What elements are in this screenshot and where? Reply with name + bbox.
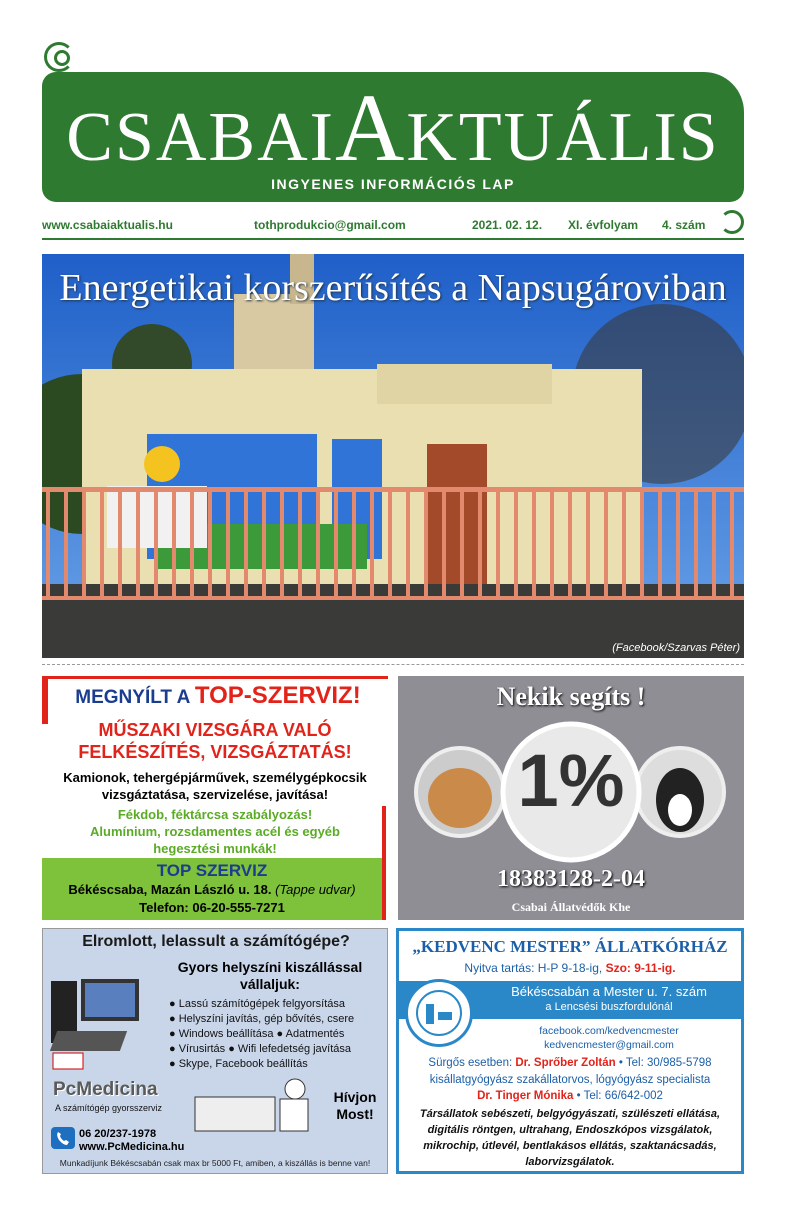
email-link[interactable]: tothprodukcio@gmail.com <box>254 218 406 232</box>
volume: XI. évfolyam <box>568 218 639 232</box>
percent-value: 1% <box>517 739 625 822</box>
fence-bar <box>478 487 482 599</box>
pc-bullet: ● Helyszíni javítás, gép bővítés, csere <box>169 1013 355 1025</box>
fence-bar <box>370 487 374 599</box>
tax-number: 18383128-2-04 <box>497 866 645 892</box>
fence-bar <box>316 487 320 599</box>
vet-services-3: mikrochip, útlevél, bentlakásos ellátás, szaktanácsadás, <box>423 1140 717 1152</box>
issue-number: 4. szám <box>662 218 706 232</box>
vet-title: „KEDVENC MESTER” ÁLLATKÓRHÁZ <box>412 937 728 956</box>
fence-bar <box>280 487 284 599</box>
dashed-divider <box>42 664 744 665</box>
fence-bar <box>712 487 716 599</box>
vet-doctor-2: Dr. Tinger Mónika <box>477 1090 574 1102</box>
fence-bar <box>622 487 626 599</box>
pc-web[interactable]: www.PcMedicina.hu <box>79 1141 185 1153</box>
ad-footer-box <box>42 858 382 920</box>
ad-line-1: MŰSZAKI VIZSGÁRA VALÓ <box>98 720 332 740</box>
fence-bar <box>388 487 392 599</box>
ad-opened-name: TOP-SZERVIZ! <box>194 682 361 709</box>
fence-bar <box>514 487 518 599</box>
fence-bar <box>604 487 608 599</box>
pc-heading: Elromlott, lelassult a számítógépe? <box>82 933 350 950</box>
masthead <box>42 72 744 202</box>
pc-brand: PcMedicina <box>53 1079 158 1100</box>
pc-bullet-list <box>169 997 389 1072</box>
fence-bar <box>244 487 248 599</box>
fence-bar <box>568 487 572 599</box>
fence-bar <box>586 487 590 599</box>
issue-date: 2021. 02. 12. <box>472 218 543 232</box>
ad-line-5: Fékdob, féktárcsa szabályozás! <box>117 807 313 822</box>
fence-bar <box>658 487 662 599</box>
masthead-swirl-inner-icon <box>54 50 70 66</box>
info-bar <box>42 216 744 236</box>
website-link[interactable]: www.csabaiaktualis.hu <box>42 218 173 232</box>
fence-bar <box>532 487 536 599</box>
ad-footer-phone: Telefon: 06-20-555-7271 <box>139 900 285 915</box>
top-szerviz-ad <box>42 676 388 920</box>
fence-bar <box>64 487 68 599</box>
vet-logo-icon <box>405 979 473 1047</box>
kindergarten-illustration <box>42 254 744 658</box>
fence-bar <box>496 487 500 599</box>
vet-services-4: laborvizsgálatok. <box>525 1156 615 1168</box>
fence-bar <box>406 487 410 599</box>
fence-bar <box>334 487 338 599</box>
pc-phone[interactable]: 06 20/237-1978 <box>79 1128 157 1140</box>
fence-bar <box>262 487 266 599</box>
ad-line-7: hegesztési munkák! <box>153 841 277 856</box>
org-name: Csabai Állatvédők Khe <box>511 900 631 914</box>
fence-bar <box>118 487 122 599</box>
doctor-computer-illustration <box>175 1077 325 1135</box>
red-side-bar <box>382 806 386 860</box>
fence-bar <box>100 487 104 599</box>
ad-pct-heading: Nekik segíts ! <box>496 682 646 711</box>
infobar-swirl-icon <box>720 210 744 234</box>
ad-footer-address: Békéscsaba, Mazán László u. 18. <box>68 882 272 897</box>
red-side-bar-bottom <box>382 858 386 920</box>
pc-bullet: ● Skype, Facebook beállítás <box>169 1058 308 1070</box>
cover-photo <box>42 254 744 658</box>
pc-call-1: Hívjon <box>333 1089 377 1105</box>
fence-bar <box>640 487 644 599</box>
pc-bullet-text: Lassú számítógépek felgyorsítása <box>178 998 346 1010</box>
fence-bar <box>694 487 698 599</box>
title-part-1: CSABAI <box>66 99 335 176</box>
pc-bullet: ● Vírusirtás ● Wifi lefedetség javítása <box>169 1043 352 1055</box>
fence-bar <box>676 487 680 599</box>
vet-doctor-1-role: kisállatgyógyász szakállatorvos, lógyógyász specialista <box>429 1074 711 1086</box>
fence-bar <box>730 487 734 599</box>
vet-hours: Nyitva tartás: H-P 9-18-ig, <box>464 961 606 975</box>
fence-bar <box>298 487 302 599</box>
pc-call-2: Most! <box>336 1106 374 1122</box>
fence-bar <box>460 487 464 599</box>
pc-sub-1: Gyors helyszíni kiszállással <box>177 959 363 975</box>
red-top-line <box>42 676 388 679</box>
fence-bar <box>190 487 194 599</box>
ad-line-3: Kamionok, tehergépjárművek, személygépkocsik <box>63 770 367 785</box>
ad-line-6: Alumínium, rozsdamentes acél és egyéb <box>90 824 340 839</box>
pcmedicina-ad <box>42 928 388 1174</box>
pc-bullet: ● Windows beállítása ● Adatmentés <box>169 1028 345 1040</box>
fence-bar <box>136 487 140 599</box>
photo-credit: (Facebook/Szarvas Péter) <box>612 642 740 654</box>
newspaper-title <box>42 74 744 188</box>
pc-sub-2: vállaljuk: <box>240 976 300 992</box>
vet-urgent-label: Sürgős esetben: <box>428 1057 516 1069</box>
fence-bar <box>172 487 176 599</box>
fence-bar <box>424 487 428 599</box>
pc-bullet-text: Windows beállítása ● Adatmentés <box>178 1028 345 1040</box>
ad-line-4: vizsgáztatása, szervizelése, javítása! <box>101 787 329 802</box>
vet-email[interactable]: kedvencmester@gmail.com <box>544 1039 674 1051</box>
pc-bullet-text: Vírusirtás ● Wifi lefedetség javítása <box>178 1043 352 1055</box>
kedvenc-mester-ad <box>396 928 744 1174</box>
vet-services-1: Társállatok sebészeti, belgyógyászati, szülészeti ellátása, <box>419 1108 721 1120</box>
title-part-2: KTUÁLIS <box>406 99 720 176</box>
vet-doctor-2-tel: • Tel: 66/642-002 <box>573 1090 663 1102</box>
vet-hours-sat: Szo: 9-11-ig. <box>605 961 676 975</box>
one-percent-ad <box>398 676 744 920</box>
fence-bar <box>208 487 212 599</box>
vet-doctor-1: Dr. Sprőber Zoltán <box>515 1057 616 1069</box>
ad-opened-prefix: MEGNYÍLT A <box>75 687 195 708</box>
cover-headline: Energetikai korszerűsítés a Napsugároviban <box>59 267 727 309</box>
fence-bar <box>226 487 230 599</box>
fence-bar <box>442 487 446 599</box>
newspaper-subtitle: INGYENES INFORMÁCIÓS LAP <box>271 176 515 192</box>
vet-doctor-1-tel: • Tel: 30/985-5798 <box>615 1057 712 1069</box>
ad-line-2: FELKÉSZÍTÉS, VIZSGÁZTATÁS! <box>78 742 352 762</box>
pc-tagline: A számítógép gyorsszerviz <box>55 1103 163 1113</box>
computers-illustration <box>49 971 159 1071</box>
ad-footer-name: TOP SZERVIZ <box>156 861 268 880</box>
vet-facebook[interactable]: facebook.com/kedvencmester <box>539 1025 679 1037</box>
title-part-big: A <box>334 74 407 181</box>
fence-bar <box>82 487 86 599</box>
vet-services-2: digitális röntgen, ultrahang, Endoszkópos vizsgálatok, <box>427 1124 713 1136</box>
fence-bar <box>154 487 158 599</box>
fence-bar <box>352 487 356 599</box>
fence-bar <box>550 487 554 599</box>
pc-bullet: ● Lassú számítógépek felgyorsítása <box>169 998 346 1010</box>
ad-footer-address-note: (Tappe udvar) <box>275 882 356 897</box>
header-rule <box>42 238 744 240</box>
pc-bullet-text: Helyszíni javítás, gép bővítés, csere <box>178 1013 355 1025</box>
fence-bar <box>46 487 50 599</box>
vet-address-2: a Lencsési buszfordulónál <box>545 1001 673 1013</box>
phone-icon <box>51 1127 75 1149</box>
pc-footer: Munkadíjunk Békéscsabán csak max br 5000 Ft, amiben, a kiszállás is benne van! <box>59 1158 371 1168</box>
pc-bullet-text: Skype, Facebook beállítás <box>178 1058 308 1070</box>
vet-address-1: Békéscsabán a Mester u. 7. szám <box>511 984 707 999</box>
